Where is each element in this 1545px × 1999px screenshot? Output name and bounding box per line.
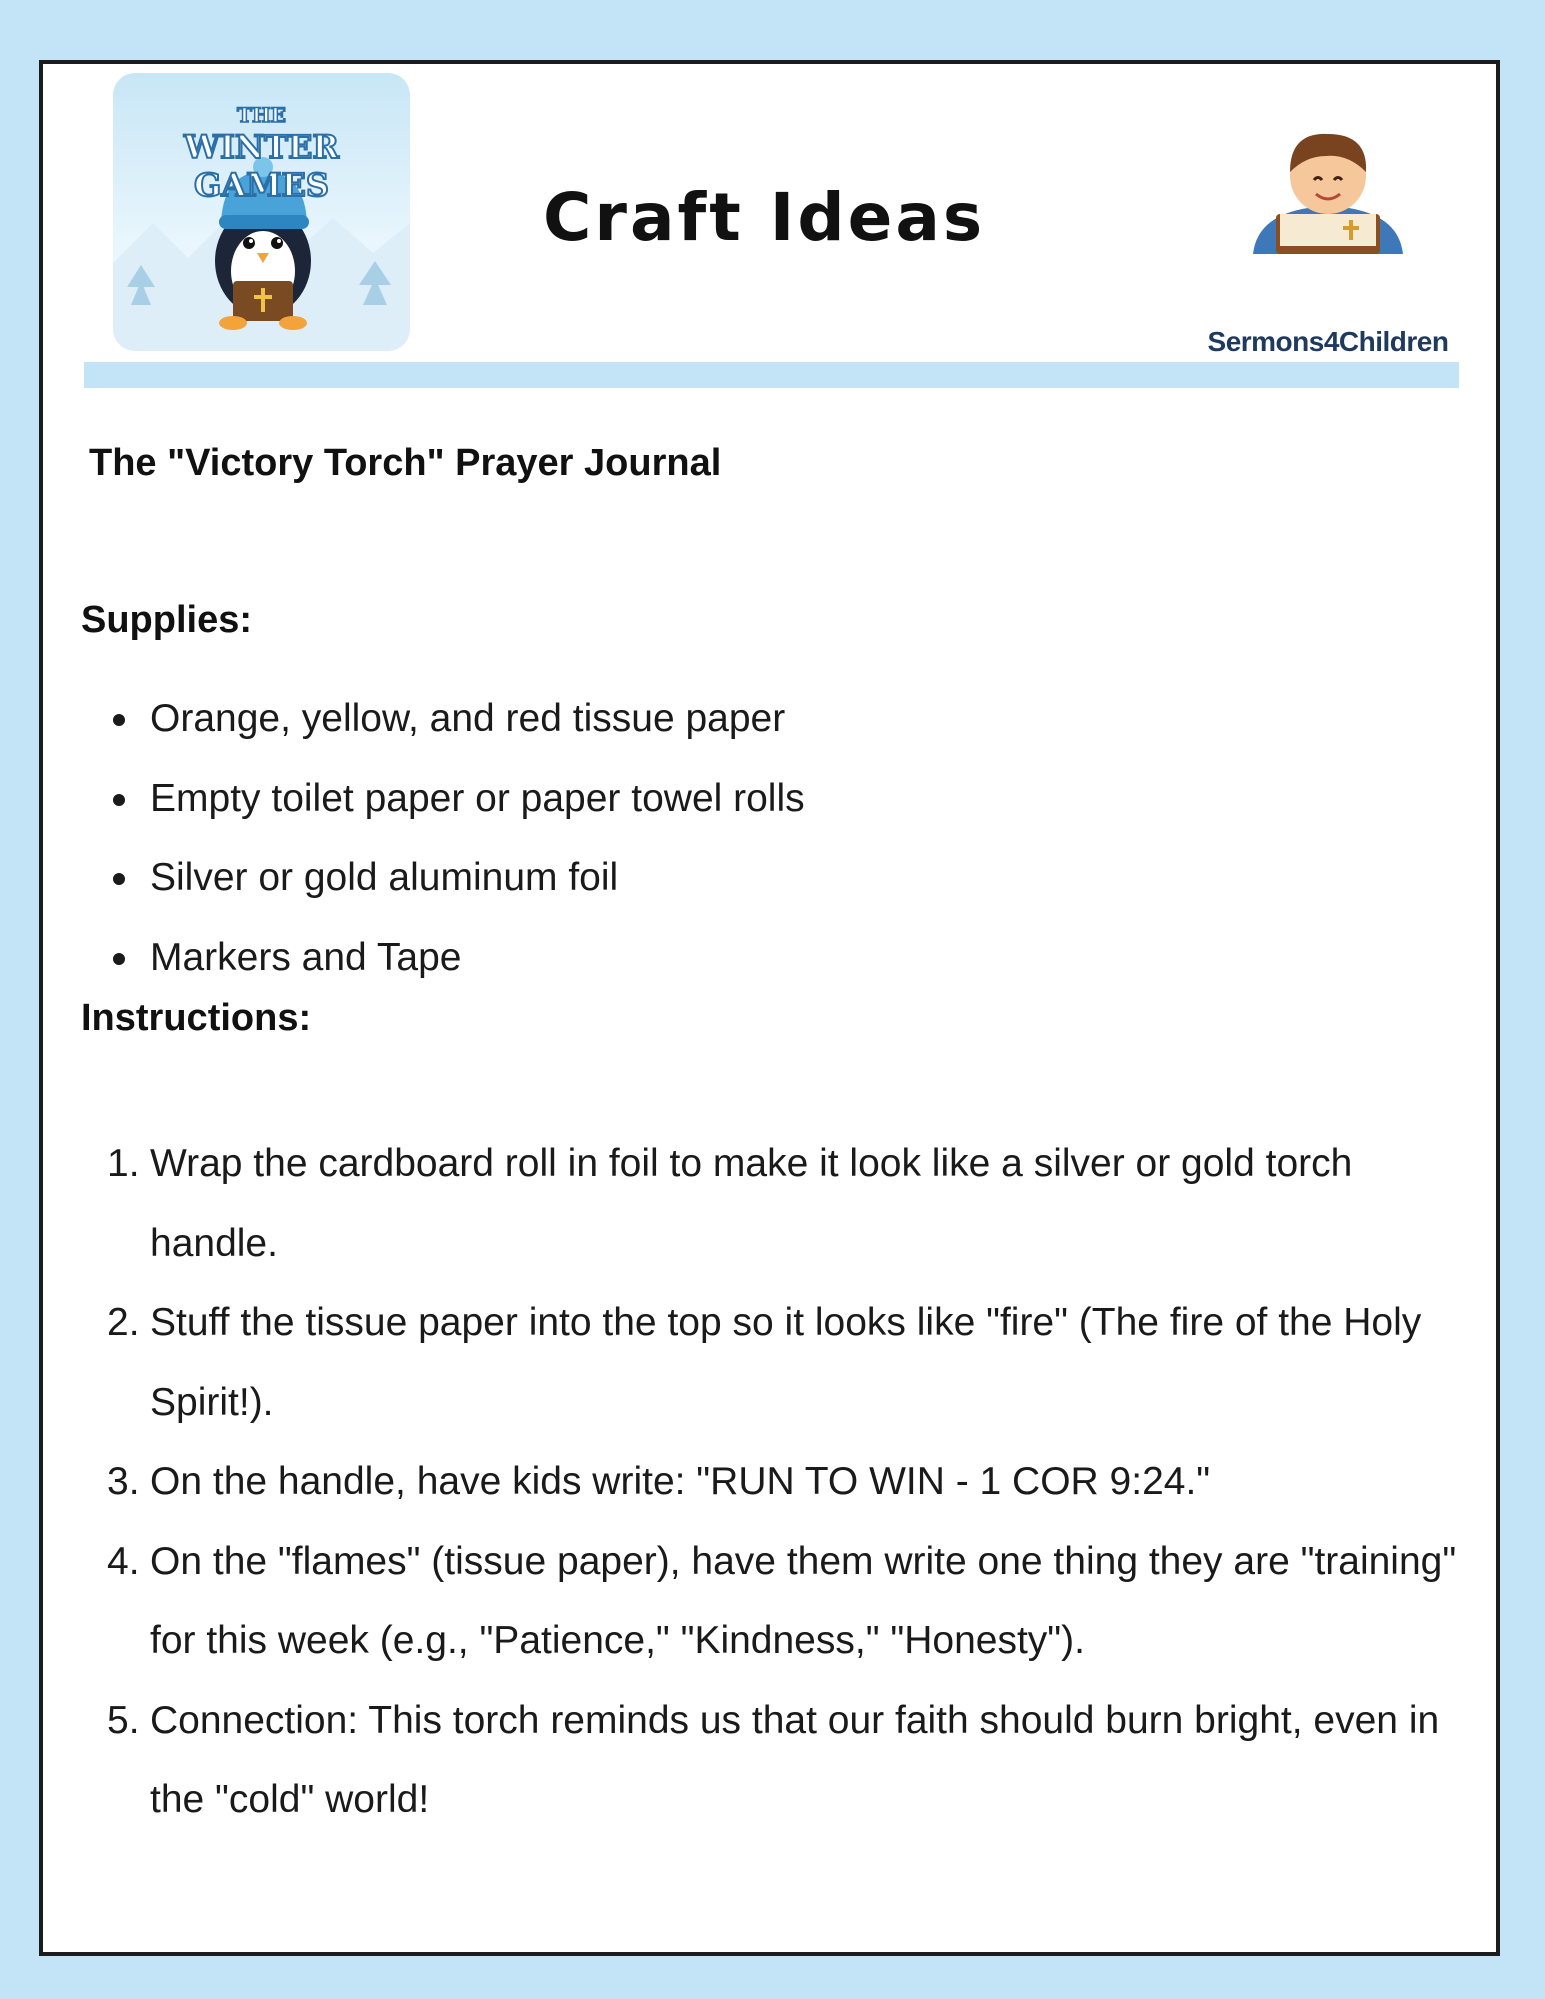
list-item: [43, 1283, 1463, 1442]
step-number: 3.: [107, 1460, 140, 1503]
step-number: 2.: [107, 1301, 140, 1344]
step-text: Stuff the tissue paper into the top so it looks like "fire" (The fire of the Holy Spirit!).: [150, 1301, 1422, 1424]
list-item: [43, 1522, 1463, 1681]
logo-main-text: WINTER GAMES: [184, 128, 339, 204]
step-text: On the handle, have kids write: "RUN TO WIN - 1 COR 9:24.": [150, 1460, 1211, 1503]
list-item: [43, 1124, 1463, 1283]
brand-name: Sermons4Children: [1207, 326, 1449, 357]
list-item: Markers and Tape: [43, 918, 1463, 998]
sermons4children-logo: [1198, 114, 1458, 374]
step-number: 4.: [107, 1539, 140, 1583]
instructions-heading: Instructions:: [81, 997, 312, 1039]
step-text: Connection: This torch reminds us that our faith should burn bright, even in the "cold" world!: [150, 1698, 1440, 1821]
logo-small-text: THE: [236, 103, 287, 127]
step-number: 1.: [107, 1142, 140, 1185]
boy-reading-icon: [1198, 114, 1458, 254]
list-item: [43, 1442, 1463, 1522]
header-divider: [84, 362, 1459, 388]
step-text: On the "flames" (tissue paper), have them write one thing they are "training" for this week (e.g., "Patience," "Kindness," "Honesty").: [150, 1539, 1457, 1662]
list-item: [43, 1681, 1463, 1840]
step-number: 5.: [107, 1698, 140, 1742]
instructions-list: [43, 1124, 1463, 1840]
craft-title: The "Victory Torch" Prayer Journal: [89, 442, 722, 484]
winter-games-logo: [113, 73, 410, 351]
list-item: Orange, yellow, and red tissue paper: [43, 679, 1463, 759]
list-item: Silver or gold aluminum foil: [43, 838, 1463, 918]
supplies-list: [43, 679, 1463, 997]
step-text: Wrap the cardboard roll in foil to make it look like a silver or gold torch handle.: [150, 1142, 1353, 1265]
supplies-heading: Supplies:: [81, 599, 253, 641]
page-title: Craft Ideas: [543, 179, 986, 256]
page-frame: [39, 60, 1500, 1956]
list-item: Empty toilet paper or paper towel rolls: [43, 759, 1463, 839]
